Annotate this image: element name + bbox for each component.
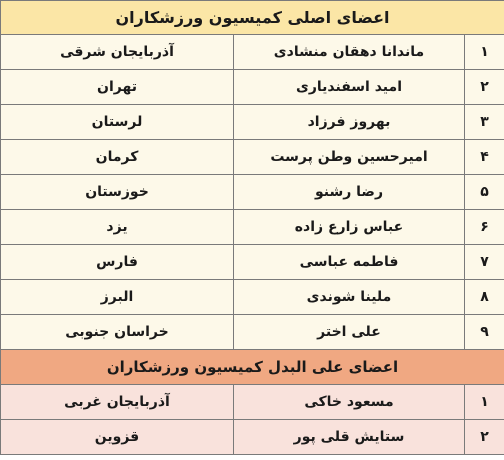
table-row bbox=[1, 210, 504, 245]
table-row bbox=[1, 105, 504, 140]
member-province: البرز bbox=[1, 280, 234, 315]
table-row bbox=[1, 420, 504, 455]
member-name: مسعود خاکی bbox=[234, 385, 465, 420]
row-number: ۳ bbox=[465, 105, 504, 140]
member-name: ستایش قلی پور bbox=[234, 420, 465, 455]
row-number: ۵ bbox=[465, 175, 504, 210]
row-number: ۶ bbox=[465, 210, 504, 245]
member-province: خراسان جنوبی bbox=[1, 315, 234, 350]
member-name: ملینا شوندی bbox=[234, 280, 465, 315]
table-row bbox=[1, 35, 504, 70]
member-province: یزد bbox=[1, 210, 234, 245]
table-row bbox=[1, 315, 504, 350]
member-name: امید اسفندیاری bbox=[234, 70, 465, 105]
alternate-members-header-row bbox=[1, 350, 504, 385]
member-name: عباس زارع زاده bbox=[234, 210, 465, 245]
member-name: فاطمه عباسی bbox=[234, 245, 465, 280]
table-row bbox=[1, 140, 504, 175]
main-members-header-row bbox=[1, 1, 504, 35]
table-row bbox=[1, 385, 504, 420]
alternate-members-title: اعضای علی البدل کمیسیون ورزشکاران bbox=[1, 350, 504, 385]
row-number: ۴ bbox=[465, 140, 504, 175]
row-number: ۱ bbox=[465, 385, 504, 420]
member-name: ماندانا دهقان منشادی bbox=[234, 35, 465, 70]
member-name: رضا رشنو bbox=[234, 175, 465, 210]
member-province: کرمان bbox=[1, 140, 234, 175]
table-row bbox=[1, 70, 504, 105]
member-name: بهروز فرزاد bbox=[234, 105, 465, 140]
table-row bbox=[1, 280, 504, 315]
member-province: آذربایجان شرقی bbox=[1, 35, 234, 70]
row-number: ۸ bbox=[465, 280, 504, 315]
main-members-title: اعضای اصلی کمیسیون ورزشکاران bbox=[1, 1, 504, 35]
member-name: علی اختر bbox=[234, 315, 465, 350]
member-province: تهران bbox=[1, 70, 234, 105]
member-province: آذربایجان غربی bbox=[1, 385, 234, 420]
member-province: خوزستان bbox=[1, 175, 234, 210]
member-name: امیرحسین وطن پرست bbox=[234, 140, 465, 175]
row-number: ۹ bbox=[465, 315, 504, 350]
member-province: لرستان bbox=[1, 105, 234, 140]
member-province: قزوین bbox=[1, 420, 234, 455]
row-number: ۷ bbox=[465, 245, 504, 280]
member-province: فارس bbox=[1, 245, 234, 280]
table-row bbox=[1, 245, 504, 280]
row-number: ۲ bbox=[465, 70, 504, 105]
row-number: ۱ bbox=[465, 35, 504, 70]
row-number: ۲ bbox=[465, 420, 504, 455]
table-row bbox=[1, 175, 504, 210]
